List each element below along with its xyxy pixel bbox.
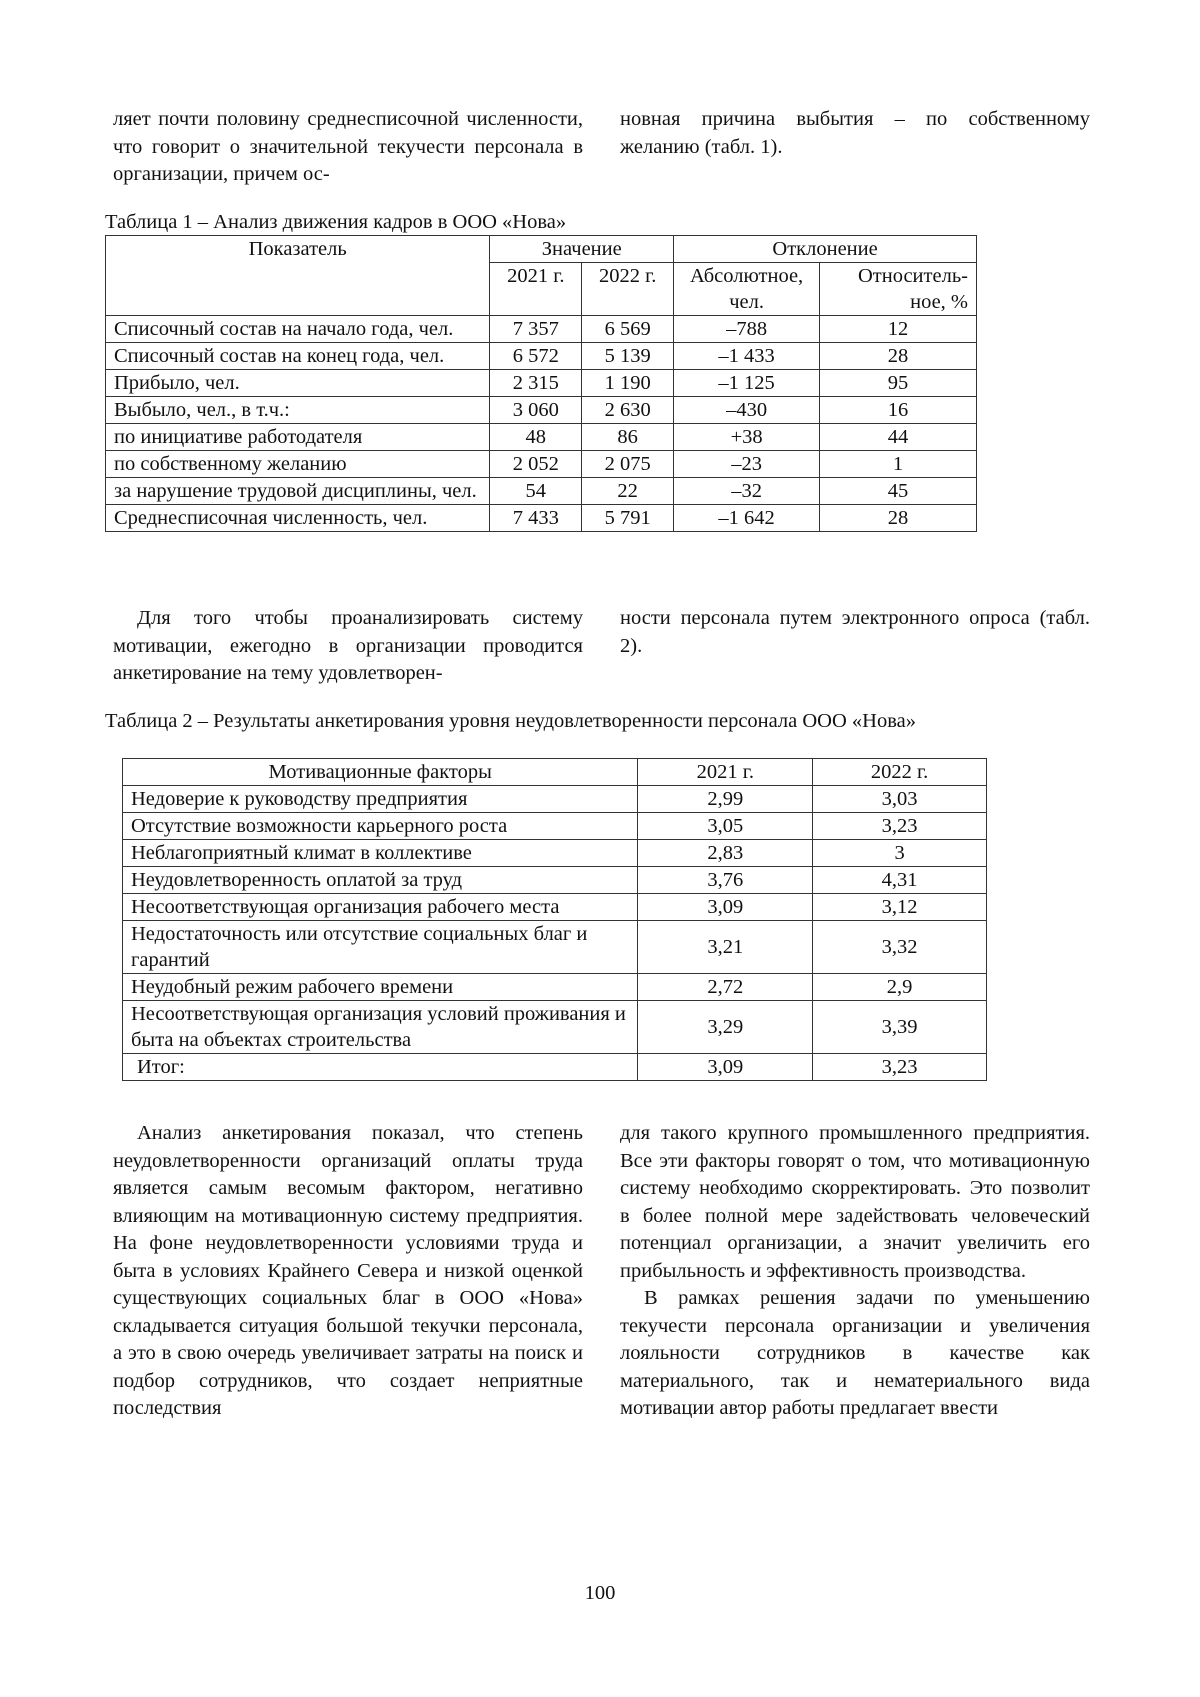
table2-cell-2021: 2,83 [638, 840, 813, 867]
table1-cell-2022: 1 190 [582, 370, 674, 397]
conclusion-left-column: Анализ анкетирования показал, что степень неудовлетворенности организаций оплаты труда является самым весомым фактором, негативно влияющим на мотивационную систему предприятия. На фоне неудовлетворенности условиями труда и быта в условиях Крайнего Севера и низкой оценкой существующих социальных благ в ООО «Нова» складывается ситуация большой текучки персонала, а это в свою очередь увеличивает затраты на поиск и подбор сотрудников, что создает неприятные последствия [113, 1122, 583, 1419]
table1 [105, 235, 977, 532]
table2 [122, 758, 987, 1081]
table2-header-2022: 2022 г. [813, 759, 987, 786]
table2-total-row [123, 1054, 987, 1081]
table1-cell-absolute: –430 [674, 397, 820, 424]
table2-row [123, 786, 987, 813]
table1-header-value: Значение [490, 236, 674, 263]
table1-cell-2021: 7 433 [490, 505, 582, 532]
table1-header-2022: 2022 г. [582, 263, 674, 316]
table2-header-2021: 2021 г. [638, 759, 813, 786]
conclusion-paragraph [113, 1120, 1090, 1423]
table1-cell-2021: 2 315 [490, 370, 582, 397]
table2-cell-2022: 3,12 [813, 894, 987, 921]
table2-row [123, 813, 987, 840]
table1-cell-absolute: –1 433 [674, 343, 820, 370]
table1-cell-relative: 95 [820, 370, 977, 397]
table1-cell-2022: 2 630 [582, 397, 674, 424]
table1-cell-2022: 5 139 [582, 343, 674, 370]
table1-row [106, 478, 977, 505]
table1-cell-2022: 5 791 [582, 505, 674, 532]
table1-cell-absolute: –32 [674, 478, 820, 505]
table1-cell-relative: 1 [820, 451, 977, 478]
table1-row [106, 343, 977, 370]
table2-total-2021: 3,09 [638, 1054, 813, 1081]
table2-cell-factor: Недостаточность или отсутствие социальных благ и гарантий [123, 921, 638, 974]
table2-cell-factor: Неблагоприятный климат в коллективе [123, 840, 638, 867]
table2-total-2022: 3,23 [813, 1054, 987, 1081]
table2-cell-2021: 3,05 [638, 813, 813, 840]
table1-header-indicator: Показатель [106, 236, 490, 316]
table2-cell-2021: 3,21 [638, 921, 813, 974]
table2-cell-factor: Несоответствующая организация условий проживания и быта на объектах строительства [123, 1001, 638, 1054]
table1-cell-relative: 28 [820, 505, 977, 532]
table2-cell-2021: 3,09 [638, 894, 813, 921]
table2-cell-factor: Недоверие к руководству предприятия [123, 786, 638, 813]
table1-cell-2022: 22 [582, 478, 674, 505]
table1-cell-relative: 45 [820, 478, 977, 505]
table1-cell-2021: 54 [490, 478, 582, 505]
table1-body [106, 316, 977, 532]
table2-cell-factor: Отсутствие возможности карьерного роста [123, 813, 638, 840]
table1-cell-absolute: +38 [674, 424, 820, 451]
table2-row [123, 894, 987, 921]
table2-cell-2022: 3,39 [813, 1001, 987, 1054]
table2-cell-2022: 4,31 [813, 867, 987, 894]
table1-cell-indicator: Списочный состав на конец года, чел. [106, 343, 490, 370]
table1-cell-2021: 7 357 [490, 316, 582, 343]
table2-cell-2021: 2,72 [638, 974, 813, 1001]
table1-header-absolute: Абсолютное, чел. [674, 263, 820, 316]
table2-caption: Таблица 2 – Результаты анкетирования уровня неудовлетворенности персонала ООО «Нова» [105, 710, 916, 732]
table1-cell-indicator: за нарушение трудовой дисциплины, чел. [106, 478, 490, 505]
table2-cell-factor: Неудобный режим рабочего времени [123, 974, 638, 1001]
table2-cell-2022: 2,9 [813, 974, 987, 1001]
intro-right-column: новная причина выбытия – по собственному желанию (табл. 1). [620, 108, 1090, 158]
table1-header-2021: 2021 г. [490, 263, 582, 316]
table1-row [106, 370, 977, 397]
table1-caption: Таблица 1 – Анализ движения кадров в ООО «Нова» [105, 211, 567, 233]
table1-cell-absolute: –23 [674, 451, 820, 478]
table1-cell-indicator: Среднесписочная численность, чел. [106, 505, 490, 532]
middle-paragraph [113, 605, 1090, 688]
table1-cell-relative: 28 [820, 343, 977, 370]
table1-row [106, 316, 977, 343]
table2-total-label: Итог: [123, 1054, 638, 1081]
table1-cell-absolute: –1 125 [674, 370, 820, 397]
table1-row [106, 505, 977, 532]
table2-cell-factor: Неудовлетворенность оплатой за труд [123, 867, 638, 894]
page-number: 100 [584, 1582, 616, 1604]
table2-cell-2022: 3,32 [813, 921, 987, 974]
table2-body [123, 786, 987, 1054]
table2-cell-2021: 3,29 [638, 1001, 813, 1054]
table1-cell-2021: 48 [490, 424, 582, 451]
table2-row [123, 867, 987, 894]
table1-cell-2021: 6 572 [490, 343, 582, 370]
table2-cell-factor: Несоответствующая организация рабочего места [123, 894, 638, 921]
table1-cell-2022: 86 [582, 424, 674, 451]
table1-cell-absolute: –1 642 [674, 505, 820, 532]
table2-header-factor: Мотивационные факторы [123, 759, 638, 786]
table1-cell-indicator: по собственному желанию [106, 451, 490, 478]
table1-cell-2021: 2 052 [490, 451, 582, 478]
table1-cell-2022: 2 075 [582, 451, 674, 478]
table1-header-relative: Относитель-ное, % [820, 263, 977, 316]
table1-cell-relative: 16 [820, 397, 977, 424]
table2-row [123, 974, 987, 1001]
table1-cell-absolute: –788 [674, 316, 820, 343]
table1-header-deviation: Отклонение [674, 236, 977, 263]
intro-left-column: ляет почти половину среднесписочной численности, что говорит о значительной текучести персонала в организации, причем ос- [113, 108, 583, 185]
table1-cell-indicator: по инициативе работодателя [106, 424, 490, 451]
table2-row [123, 840, 987, 867]
table1-row [106, 451, 977, 478]
table2-cell-2021: 2,99 [638, 786, 813, 813]
table2-cell-2022: 3,23 [813, 813, 987, 840]
table2-cell-2021: 3,76 [638, 867, 813, 894]
table1-cell-relative: 12 [820, 316, 977, 343]
table1-cell-indicator: Выбыло, чел., в т.ч.: [106, 397, 490, 424]
table1-cell-indicator: Прибыло, чел. [106, 370, 490, 397]
middle-right-column: ности персонала путем электронного опроса (табл. 2). [620, 607, 1090, 657]
table2-cell-2022: 3,03 [813, 786, 987, 813]
table1-cell-2022: 6 569 [582, 316, 674, 343]
table2-cell-2022: 3 [813, 840, 987, 867]
table1-cell-relative: 44 [820, 424, 977, 451]
table2-row [123, 1001, 987, 1054]
table1-cell-indicator: Списочный состав на начало года, чел. [106, 316, 490, 343]
table1-cell-2021: 3 060 [490, 397, 582, 424]
conclusion-right-column: для такого крупного промышленного предприятия. Все эти факторы говорят о том, что мотивационную систему необходимо скорректировать. Это позволит в более полной мере задействовать человеческий потенциал организации, а значит увеличить его прибыльность и эффективность производства. В рамках решения задачи по уменьшению текучести персонала организации и увеличения лояльности сотрудников в качестве как материального, так и нематериального вида мотивации автор работы предлагает ввести [620, 1122, 1090, 1419]
intro-paragraph [113, 106, 1090, 189]
table1-row [106, 424, 977, 451]
middle-left-column: Для того чтобы проанализировать систему мотивации, ежегодно в организации проводится анкетирование на тему удовлетворен- [113, 607, 583, 684]
table2-row [123, 921, 987, 974]
table1-row [106, 397, 977, 424]
